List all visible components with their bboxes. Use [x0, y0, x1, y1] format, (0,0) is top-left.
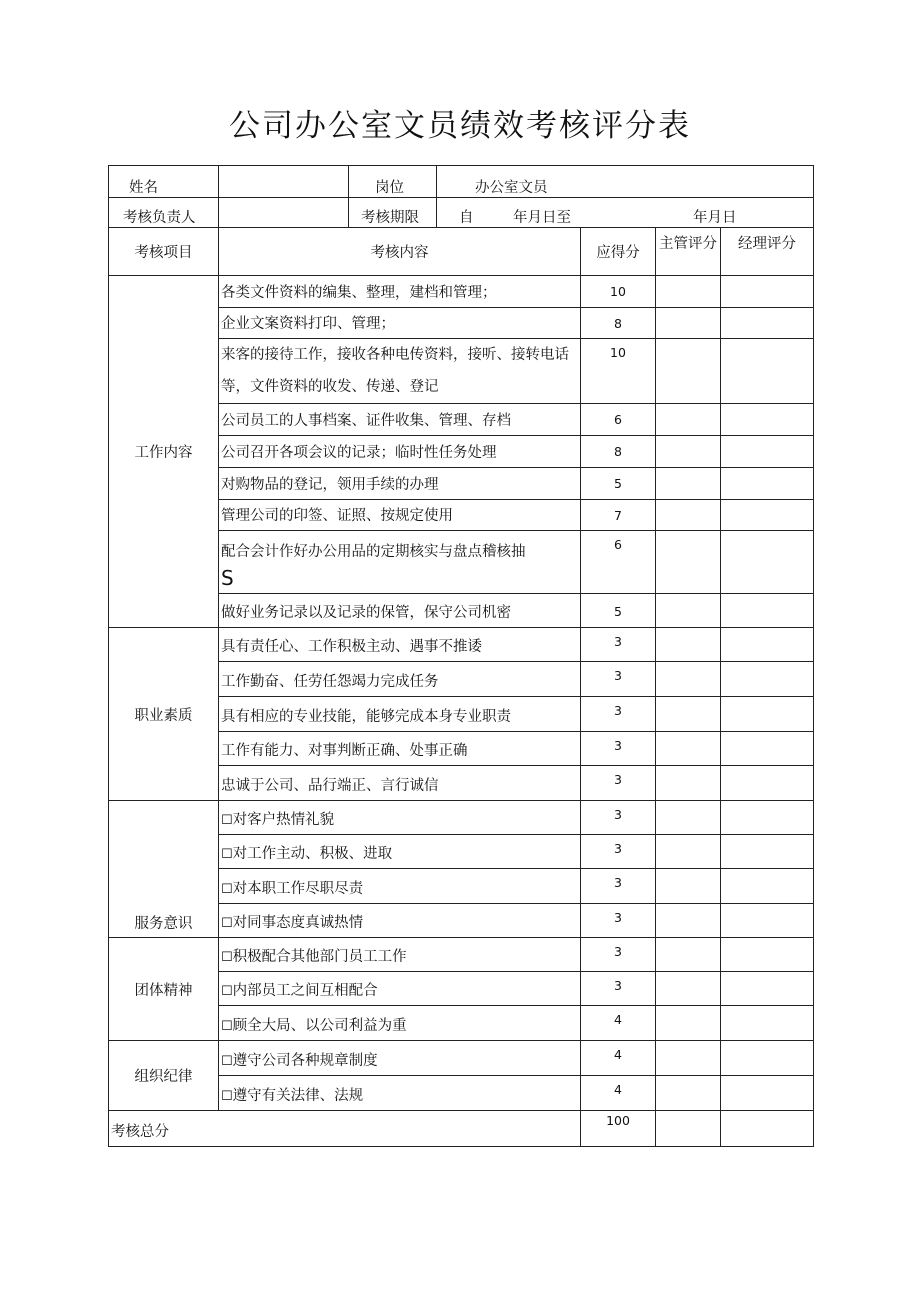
supervisor-score-cell[interactable]: [656, 835, 721, 869]
score-value: 10: [581, 276, 656, 308]
score-value: 3: [581, 938, 656, 972]
manager-score-cell[interactable]: [721, 531, 814, 594]
criterion-label: 对同事态度真诚热情: [232, 915, 364, 931]
section-label: 组织纪律: [109, 1041, 219, 1111]
manager-score-cell[interactable]: [721, 628, 814, 662]
criterion-label: 遵守有关法律、法规: [232, 1088, 364, 1104]
criterion-label: 公司召开各项会议的记录；临时性任务处理: [221, 445, 497, 461]
supervisor-score-cell[interactable]: [656, 1006, 721, 1041]
section-label: 工作内容: [109, 276, 219, 628]
criterion-label: 管理公司的印签、证照、按规定使用: [221, 508, 453, 524]
score-value: 3: [581, 628, 656, 662]
supervisor-score-cell[interactable]: [656, 801, 721, 835]
criterion-label: 具有相应的专业技能，能够完成本身专业职责: [221, 709, 511, 725]
manager-score-cell[interactable]: [721, 339, 814, 404]
criterion-text: [219, 276, 581, 308]
col-content-header: 考核内容: [219, 228, 581, 276]
supervisor-score-cell[interactable]: [656, 1041, 721, 1076]
supervisor-score-cell[interactable]: [656, 339, 721, 404]
supervisor-score-cell[interactable]: [656, 308, 721, 339]
total-supervisor-cell[interactable]: [656, 1111, 721, 1147]
section-label: 职业素质: [109, 628, 219, 801]
criterion-text: [219, 339, 581, 404]
supervisor-score-cell[interactable]: [656, 628, 721, 662]
manager-score-cell[interactable]: [721, 869, 814, 904]
total-manager-cell[interactable]: [721, 1111, 814, 1147]
criterion-text: [219, 938, 581, 972]
manager-score-cell[interactable]: [721, 972, 814, 1006]
criterion-text: [219, 732, 581, 766]
table-row: [109, 1041, 814, 1076]
table-row: [109, 276, 814, 308]
supervisor-score-cell[interactable]: [656, 732, 721, 766]
criterion-suffix: S: [221, 566, 234, 590]
supervisor-score-cell[interactable]: [656, 766, 721, 801]
score-value: 5: [581, 468, 656, 500]
manager-score-cell[interactable]: [721, 500, 814, 531]
criterion-label: 各类文件资料的编集、整理，建档和管理；: [221, 285, 497, 301]
criterion-text: [219, 594, 581, 628]
col-score-header: 应得分: [581, 228, 656, 276]
position-value[interactable]: 办公室文员: [437, 166, 814, 198]
manager-score-cell[interactable]: [721, 1041, 814, 1076]
column-header-row: [109, 228, 814, 276]
name-label: 姓名: [109, 166, 219, 198]
criterion-label: 做好业务记录以及记录的保管，保守公司机密: [221, 605, 511, 621]
manager-score-cell[interactable]: [721, 404, 814, 436]
col-supervisor-header: 主管评分: [656, 228, 721, 276]
period-mid: 年月日至: [513, 210, 571, 226]
criterion-label: 来客的接待工作，接收各种电传资料，接听、接转电话等，文件资料的收发、传递、登记: [221, 347, 569, 395]
period-end: 年月日: [693, 210, 737, 226]
score-value: 4: [581, 1006, 656, 1041]
checkbox-icon[interactable]: ☐: [221, 1019, 233, 1034]
manager-score-cell[interactable]: [721, 766, 814, 801]
supervisor-score-cell[interactable]: [656, 531, 721, 594]
manager-score-cell[interactable]: [721, 732, 814, 766]
name-row: [109, 166, 814, 198]
criterion-text: [219, 628, 581, 662]
criterion-label: 配合会计作好办公用品的定期核实与盘点稽核抽: [221, 544, 526, 560]
score-value: 6: [581, 531, 656, 594]
table-row: [109, 801, 814, 835]
score-value: 3: [581, 904, 656, 938]
total-label: 考核总分: [109, 1111, 581, 1147]
score-value: 3: [581, 801, 656, 835]
criterion-label: 顾全大局、以公司利益为重: [232, 1018, 407, 1034]
score-value: 4: [581, 1076, 656, 1111]
checkbox-icon[interactable]: ☐: [221, 984, 233, 999]
checkbox-icon[interactable]: ☐: [221, 813, 233, 828]
supervisor-score-cell[interactable]: [656, 276, 721, 308]
criterion-text: [219, 835, 581, 869]
checkbox-icon[interactable]: ☐: [221, 950, 233, 965]
criterion-text: [219, 531, 581, 594]
col-manager-header: 经理评分: [721, 228, 814, 276]
total-row: [109, 1111, 814, 1147]
manager-score-cell[interactable]: [721, 801, 814, 835]
manager-score-cell[interactable]: [721, 436, 814, 468]
score-value: 3: [581, 766, 656, 801]
criterion-text: [219, 904, 581, 938]
supervisor-score-cell[interactable]: [656, 662, 721, 697]
criterion-text: [219, 1006, 581, 1041]
score-value: 4: [581, 1041, 656, 1076]
checkbox-icon[interactable]: ☐: [221, 1089, 233, 1104]
score-value: 10: [581, 339, 656, 404]
supervisor-score-cell[interactable]: [656, 972, 721, 1006]
score-value: 3: [581, 662, 656, 697]
supervisor-score-cell[interactable]: [656, 697, 721, 732]
criterion-text: [219, 500, 581, 531]
criterion-label: 工作有能力、对事判断正确、处事正确: [221, 743, 468, 759]
checkbox-icon[interactable]: ☐: [221, 882, 233, 897]
criterion-label: 具有责任心、工作积极主动、遇事不推诿: [221, 639, 482, 655]
manager-score-cell[interactable]: [721, 904, 814, 938]
criterion-label: 公司员工的人事档案、证件收集、管理、存档: [221, 413, 511, 429]
criterion-text: [219, 468, 581, 500]
supervisor-score-cell[interactable]: [656, 938, 721, 972]
assessor-label: 考核负责人: [109, 198, 219, 228]
manager-score-cell[interactable]: [721, 697, 814, 732]
score-value: 3: [581, 697, 656, 732]
criterion-label: 对本职工作尽职尽责: [232, 881, 364, 897]
criterion-text: [219, 766, 581, 801]
table-row: [109, 628, 814, 662]
col-item-header: 考核项目: [109, 228, 219, 276]
criterion-label: 遵守公司各种规章制度: [232, 1053, 378, 1069]
checkbox-icon[interactable]: ☐: [221, 847, 233, 862]
supervisor-score-cell[interactable]: [656, 500, 721, 531]
score-value: 7: [581, 500, 656, 531]
criterion-label: 对客户热情礼貌: [232, 812, 335, 828]
manager-score-cell[interactable]: [721, 1076, 814, 1111]
assessor-field[interactable]: [219, 198, 349, 228]
manager-score-cell[interactable]: [721, 276, 814, 308]
score-value: 5: [581, 594, 656, 628]
criterion-text: [219, 972, 581, 1006]
page-title: 公司办公室文员绩效考核评分表: [229, 108, 691, 144]
criterion-text: [219, 801, 581, 835]
period-label: 考核期限: [349, 198, 437, 228]
criterion-label: 工作勤奋、任劳任怨竭力完成任务: [221, 674, 439, 690]
criterion-text: [219, 697, 581, 732]
criterion-text: [219, 662, 581, 697]
criterion-text: [219, 1041, 581, 1076]
criterion-label: 对购物品的登记，领用手续的办理: [221, 477, 439, 493]
manager-score-cell[interactable]: [721, 1006, 814, 1041]
checkbox-icon[interactable]: ☐: [221, 916, 233, 931]
criterion-label: 对工作主动、积极、进取: [232, 846, 393, 862]
section-label: 服务意识: [109, 801, 219, 938]
supervisor-score-cell[interactable]: [656, 594, 721, 628]
period-from: 自: [459, 210, 474, 226]
score-value: 3: [581, 835, 656, 869]
supervisor-score-cell[interactable]: [656, 904, 721, 938]
position-label: 岗位: [349, 166, 437, 198]
score-value: 8: [581, 436, 656, 468]
evaluation-table: [108, 165, 814, 1147]
supervisor-score-cell[interactable]: [656, 869, 721, 904]
score-value: 6: [581, 404, 656, 436]
name-field[interactable]: [219, 166, 349, 198]
criterion-text: [219, 1076, 581, 1111]
score-value: 3: [581, 972, 656, 1006]
supervisor-score-cell[interactable]: [656, 404, 721, 436]
assessor-row: [109, 198, 814, 228]
criterion-text: [219, 404, 581, 436]
table-row: [109, 938, 814, 972]
criterion-text: [219, 869, 581, 904]
period-value[interactable]: [437, 198, 814, 228]
manager-score-cell[interactable]: [721, 594, 814, 628]
manager-score-cell[interactable]: [721, 835, 814, 869]
score-value: 8: [581, 308, 656, 339]
checkbox-icon[interactable]: ☐: [221, 1054, 233, 1069]
score-value: 3: [581, 732, 656, 766]
manager-score-cell[interactable]: [721, 468, 814, 500]
supervisor-score-cell[interactable]: [656, 1076, 721, 1111]
supervisor-score-cell[interactable]: [656, 468, 721, 500]
criterion-label: 忠诚于公司、品行端正、言行诚信: [221, 778, 439, 794]
manager-score-cell[interactable]: [721, 662, 814, 697]
score-value: 3: [581, 869, 656, 904]
criterion-label: 积极配合其他部门员工工作: [232, 949, 407, 965]
criterion-label: 内部员工之间互相配合: [232, 983, 378, 999]
manager-score-cell[interactable]: [721, 308, 814, 339]
section-label: 团体精神: [109, 938, 219, 1041]
criterion-label: 企业文案资料打印、管理；: [221, 316, 395, 332]
manager-score-cell[interactable]: [721, 938, 814, 972]
total-score: 100: [581, 1111, 656, 1147]
criterion-text: [219, 436, 581, 468]
supervisor-score-cell[interactable]: [656, 436, 721, 468]
criterion-text: [219, 308, 581, 339]
